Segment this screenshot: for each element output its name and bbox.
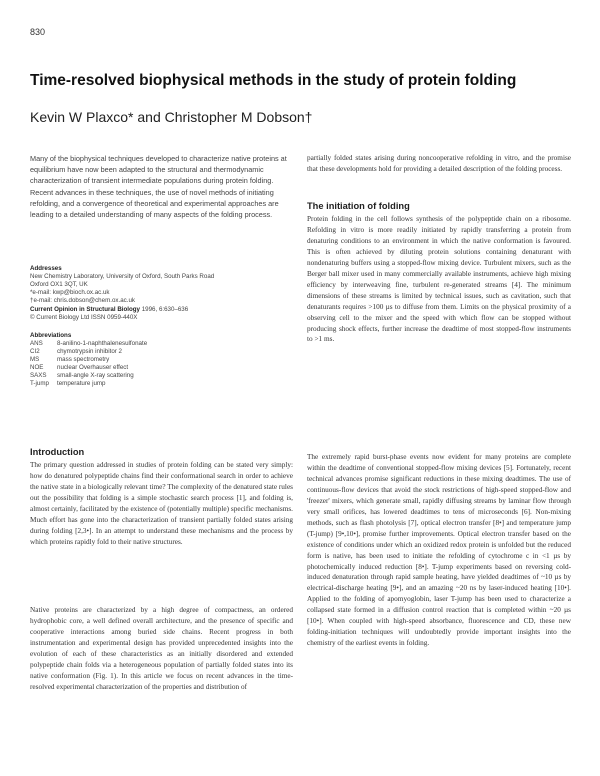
abbreviation-definition: nuclear Overhauser effect bbox=[57, 364, 129, 372]
page-number: 830 bbox=[30, 27, 46, 37]
abbreviation-definition: temperature jump bbox=[57, 380, 106, 388]
introduction-heading: Introduction bbox=[30, 447, 85, 457]
abbreviations-block bbox=[30, 332, 295, 388]
abbreviation: MS bbox=[30, 356, 40, 364]
paragraph-text: The primary question addressed in studies of protein folding can be stated very simply: how do denatured polypeptide chains find their conformational search in order to achieve the native state in a biologically relevant time? The complexity of the denatured state rules out the possibility that folding is a simple stochastic search process [1], and folding is, almost certainly, facilitated by the existence of (potentially multiple) specific mechanisms. Much effort has gone into the characterization of transient partially folded states arising during folding [2,3•]. In an attempt to understand these mechanisms and the process by which proteins rapidly fold to their native structures. bbox=[30, 461, 293, 546]
abbreviation-row bbox=[30, 340, 147, 348]
paragraph-text: The extremely rapid burst-phase events now evident for many proteins are complete within the deadtime of conventional stopped-flow mixing devices [5]. Fortunately, recent technical advances promise significant reductions in these mixing deadtimes. The use of continuous-flow devices that avoid the stock restrictions of high-speed stopped-flow and 'freezer' mixers, which generate small, rapidly diffusing streams by laminar flow through very small orifices, has lowered deadtimes to tens of microseconds [6]. Non-mixing methods, such as flash photolysis [7], optical electron transfer [8•] and temperature jump (T-jump) [9•,10•], promise further improvements. Optical electron transfer based on the existence of conditions under which an oxidized redox protein is unfolded but the reduced form is native, has been used to initiate the refolding of cytochrome c in <1 µs by photochemically induced reduction [8•]. T-jump experiments based on reversing cold-induced denaturation through rapid sample heating, have yielded deadtimes of ~10 µs by electrical-discharge heating [9•], and an amazing ~20 ns by laser-induced heating [10•]. Applied to the folding of apomyoglobin, laser T-jump has been used to characterize a collapsed state formed in a diffusion control reaction that is completed within ~20 µs [10•]. When coupled with high-speed absorbance, fluorescence and CD, these new folding-initiation techniques will undoubtedly provide important insights into the chemistry of the earliest events in folding. bbox=[307, 453, 571, 648]
copyright-line: © Current Biology Ltd ISSN 0959-440X bbox=[30, 313, 138, 321]
initiation-heading: The initiation of folding bbox=[307, 201, 410, 211]
addresses-block bbox=[30, 265, 295, 305]
abbreviation: ANS bbox=[30, 339, 43, 347]
initiation-paragraph-2 bbox=[307, 452, 571, 649]
citation-block bbox=[30, 306, 295, 322]
abbreviation: CI2 bbox=[30, 348, 40, 355]
abbreviation-definition: chymotrypsin inhibitor 2 bbox=[57, 348, 122, 355]
introduction-paragraph-2 bbox=[30, 605, 293, 693]
abbreviation-definition: mass spectrometry bbox=[57, 356, 110, 364]
abbreviation-definition: 8-anilino-1-naphthalenesulfonate bbox=[57, 339, 148, 347]
paragraph-text: partially folded states arising during noncooperative refolding in vitro, and the promise that these developments hold for providing a detailed description of the folding process. bbox=[307, 154, 571, 173]
article-title: Time-resolved biophysical methods in the study of protein folding bbox=[30, 72, 517, 89]
abbreviation-row bbox=[30, 372, 147, 380]
abbreviation: NOE bbox=[30, 364, 44, 372]
abbreviations-heading: Abbreviations bbox=[30, 332, 72, 339]
abstract: Many of the biophysical techniques developed to characterize native proteins at equilibrium have now been adapted to the structural and thermodynamic characterization of transient intermediate populations during protein folding. Recent advances in these techniques, the use of novel methods of initiating refolding, and a convergence of theoretical and experimental approaches are leading to a detailed understanding of many aspects of the folding process. bbox=[30, 154, 287, 220]
abbreviation: SAXS bbox=[30, 372, 47, 380]
abbreviation-row bbox=[30, 364, 147, 372]
journal-name: Current Opinion in Structural Biology bbox=[30, 306, 141, 313]
paragraph-text: Native proteins are characterized by a high degree of compactness, an ordered hydrophobic core, a well defined overall architecture, and the presence of specific and cooperative interactions among buried side chains. Recent progress in both instrumentation and experimental design has provided unprecedented insights into the evolution of each of these characteristics as an initially disordered and extended polypeptide chain folds via a heterogeneous population of partially folded states into its native conformation (Fig. 1). In this article we focus on recent advances in the time-resolved experimental characterization of the properties and distribution of bbox=[30, 606, 293, 691]
addresses-heading: Addresses bbox=[30, 265, 62, 272]
paragraph-text: Protein folding in the cell follows synthesis of the polypeptide chain on a ribosome. Refolding in vitro is more readily initiated by rapidly transferring a protein from denaturing conditions to an environment in which the native conformation is favoured. This is often achieved by diluting protein solutions containing denaturant with nondenaturing buffers using a stopped-flow mixing device. Turbulent mixers, such as the Berger ball mixer used in many commercially available instruments, achieve high mixing efficiency by interweaving fine, turbulent re-generated streams [4]. The minimum dimensions of these streams is limited by technical issues, such as cavitation, such that denaturants requires >100 µs to diffuse from them. Limits on the physical proximity of a observing cell to the mixer and the speed with which flow can be stopped without producing shock effects, further increase the deadtime of most stopped-flow instruments to >1 ms. bbox=[307, 215, 571, 344]
email-line: †e-mail: chris.dobson@chem.ox.ac.uk bbox=[30, 296, 135, 304]
abbreviation-row bbox=[30, 348, 147, 356]
introduction-paragraph-1 bbox=[30, 460, 293, 548]
email-line: *e-mail: kwp@bioch.ox.ac.uk bbox=[30, 288, 110, 296]
abbreviation: T-jump bbox=[30, 380, 49, 388]
abbreviation-row bbox=[30, 380, 147, 388]
author-line: Kevin W Plaxco* and Christopher M Dobson† bbox=[30, 109, 313, 125]
abbreviations-table bbox=[30, 340, 147, 389]
initiation-paragraph-1 bbox=[307, 214, 571, 345]
abbreviation-definition: small-angle X-ray scattering bbox=[57, 372, 134, 380]
citation-details: 1996, 6:630–636 bbox=[140, 306, 189, 313]
address-line: New Chemistry Laboratory, University of Oxford, South Parks Road bbox=[30, 272, 215, 280]
abbreviation-row bbox=[30, 356, 147, 364]
continued-paragraph bbox=[307, 153, 571, 175]
address-line: Oxford OX1 3QT, UK bbox=[30, 280, 88, 288]
